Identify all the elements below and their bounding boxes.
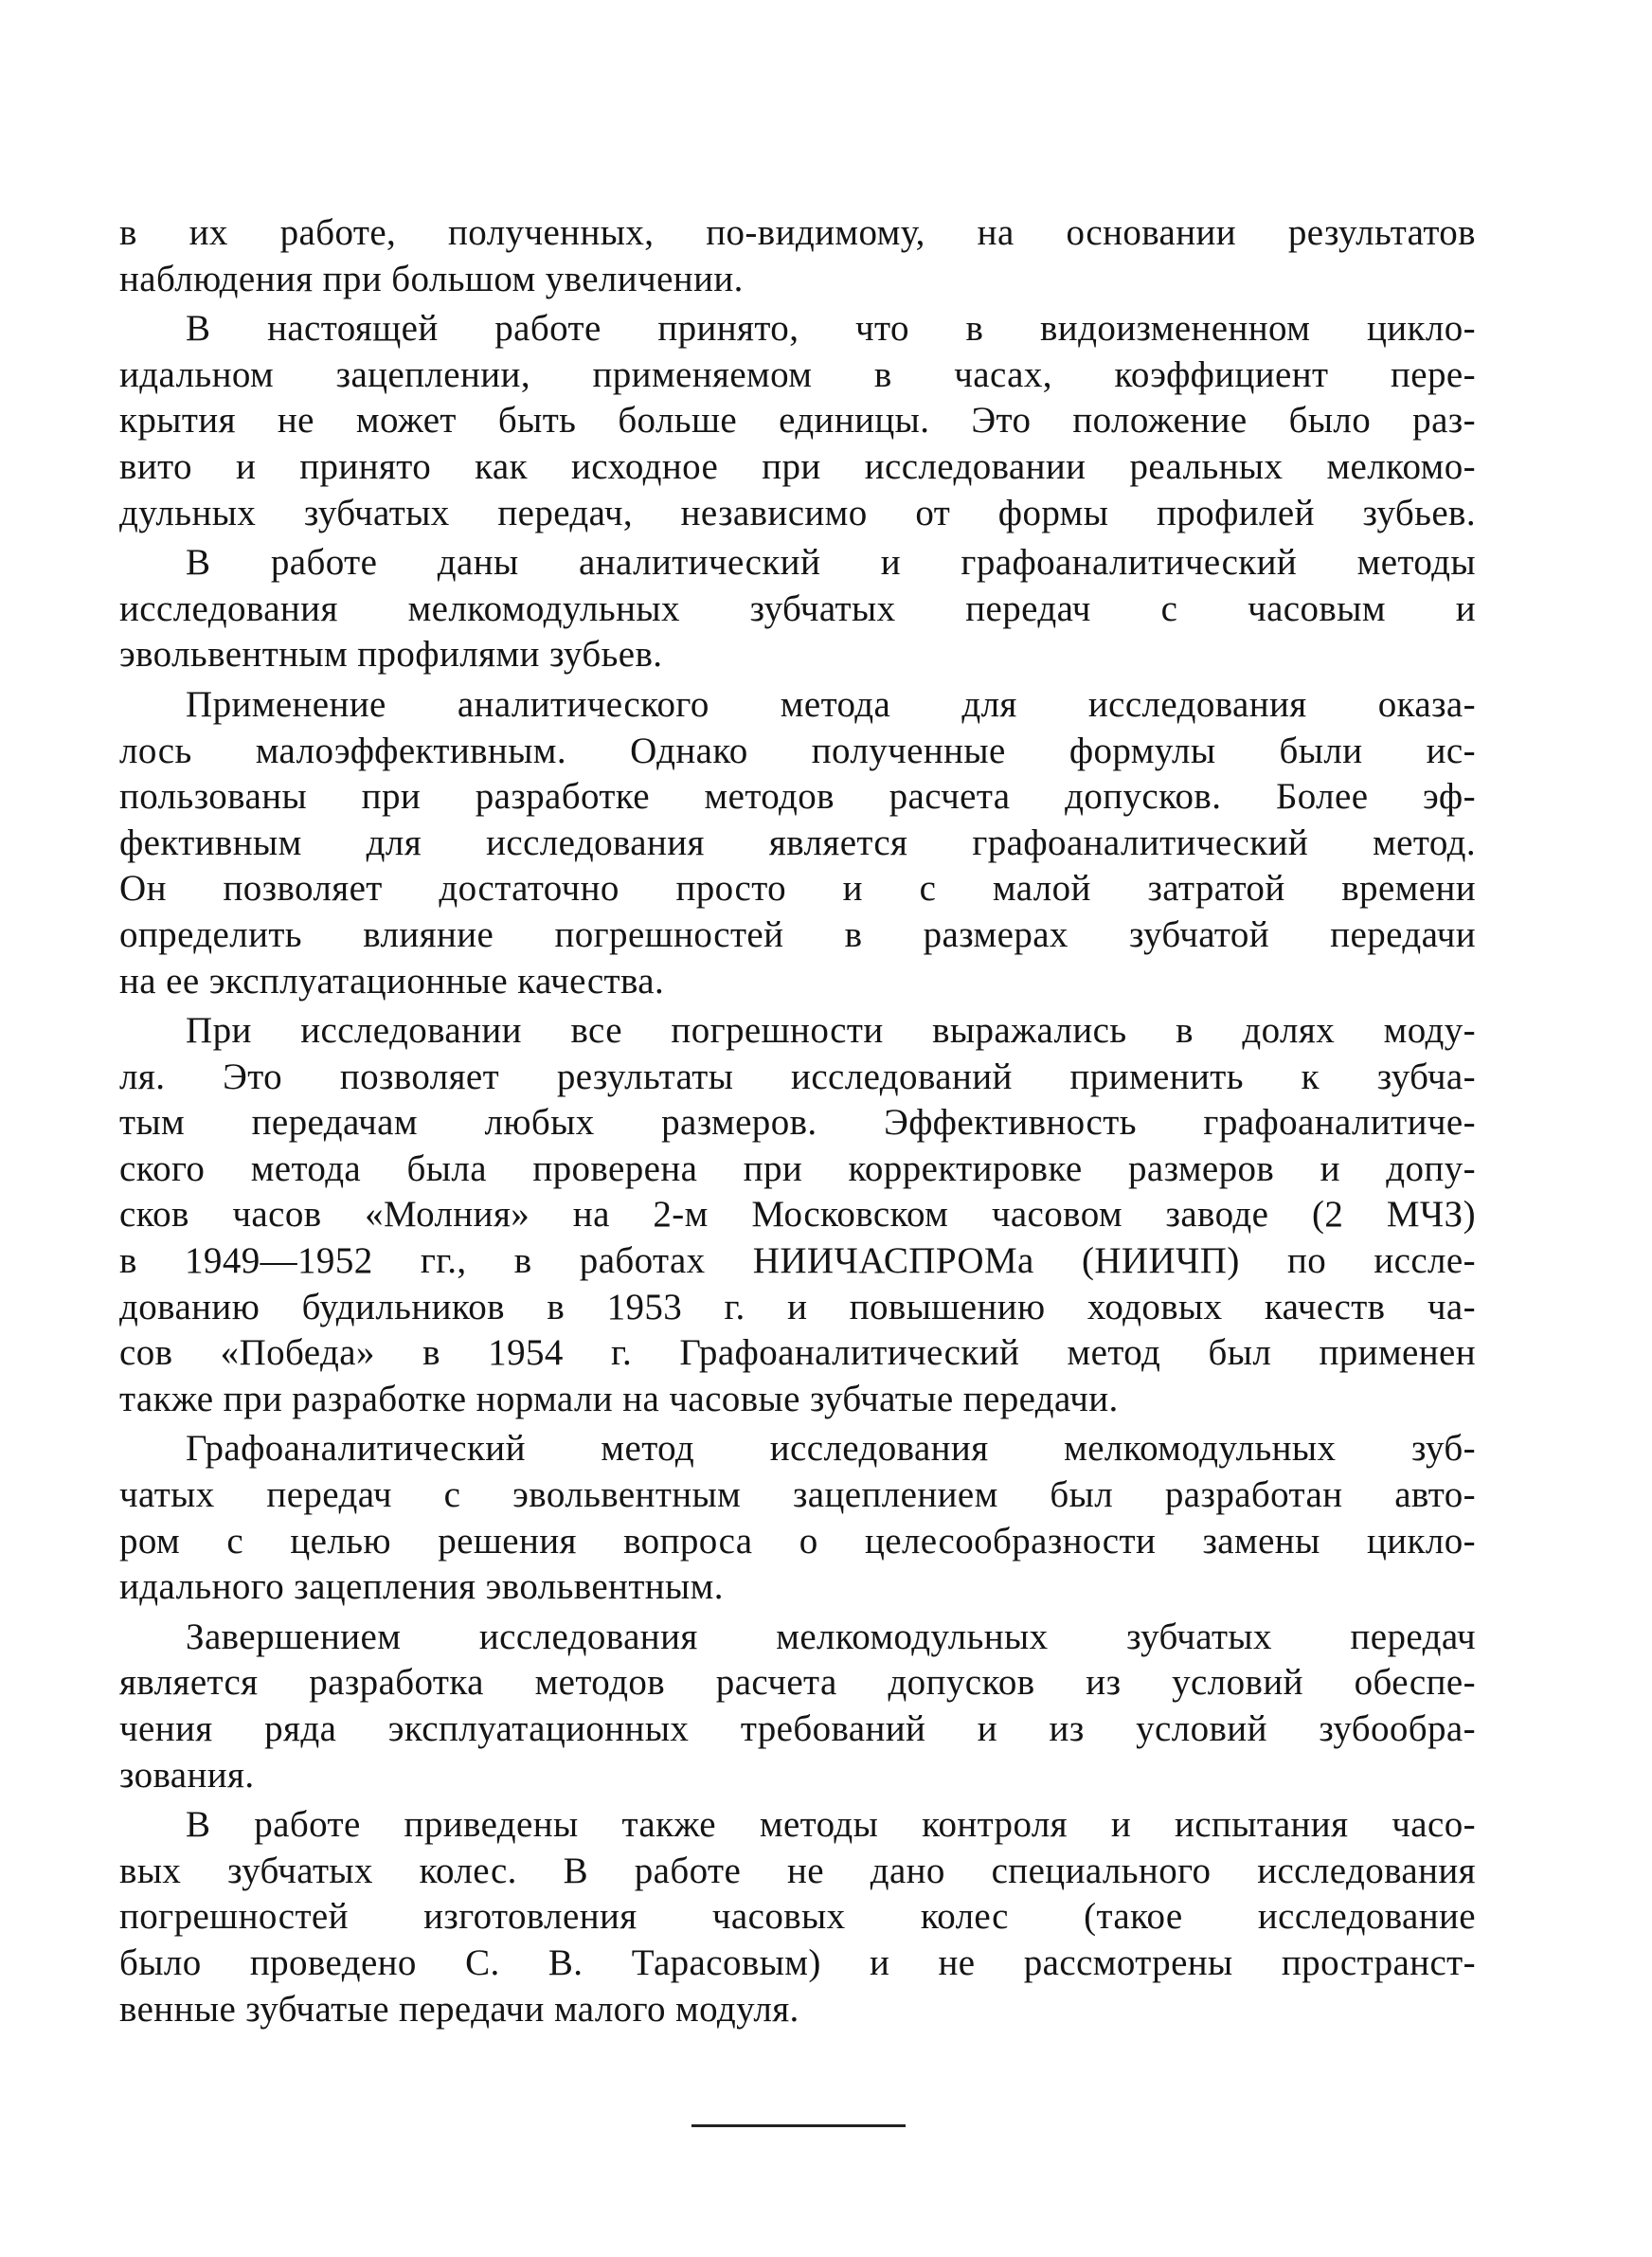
paragraph-5 <box>119 1008 1476 1422</box>
text-line: сов «Победа» в 1954 г. Графоаналитический метод был применен <box>119 1332 1476 1374</box>
text-line: Применение аналитического метода для исследования оказа- <box>186 683 1476 725</box>
paragraph-1 <box>119 210 1476 302</box>
text-line: чатых передач с эвольвентным зацеплением был разработан авто- <box>119 1474 1476 1516</box>
text-line: идальном зацеплении, применяемом в часах, коэффициент пере- <box>119 353 1476 395</box>
text-line: сков часов «Молния» на 2-м Московском часовом заводе (2 МЧЗ) <box>119 1194 1476 1236</box>
text-line: было проведено С. В. Тарасовым) и не рассмотрены пространст- <box>119 1941 1476 1983</box>
text-line: В работе даны аналитический и графоаналитический методы <box>186 542 1476 584</box>
text-line: пользованы при разработке методов расчета допусков. Более эф- <box>119 776 1476 818</box>
text-line: дованию будильников в 1953 г. и повышению ходовых качеств ча- <box>119 1286 1476 1327</box>
paragraph-2 <box>119 306 1476 536</box>
text-line: определить влияние погрешностей в размерах зубчатой передачи <box>119 913 1476 955</box>
paragraph-7 <box>119 1615 1476 1798</box>
text-line: дульных зубчатых передач, независимо от формы профилей зубьев. <box>119 492 1476 533</box>
text-line: Завершением исследования мелкомодульных зубчатых передач <box>186 1616 1476 1657</box>
text-line: эвольвентным профилями зубьев. <box>119 634 663 676</box>
text-line: вито и принято как исходное при исследовании реальных мелкомо- <box>119 445 1476 487</box>
text-line: исследования мелкомодульных зубчатых передач с часовым и <box>119 587 1476 629</box>
text-line: фективным для исследования является графоаналитический метод. <box>119 822 1476 863</box>
text-line: В настоящей работе принято, что в видоизмененном цикло- <box>186 308 1476 350</box>
paragraph-6 <box>119 1426 1476 1610</box>
text-line: Графоаналитический метод исследования мелкомодульных зуб- <box>186 1428 1476 1470</box>
text-line: лось малоэффективным. Однако полученные формулы были ис- <box>119 730 1476 771</box>
paragraph-3 <box>119 540 1476 678</box>
text-line: зования. <box>119 1754 255 1796</box>
text-line: является разработка методов расчета допусков из условий обеспе- <box>119 1662 1476 1704</box>
text-line: в 1949—1952 гг., в работах НИИЧАСПРОМа (НИИЧП) по иссле- <box>119 1240 1476 1282</box>
section-end-rule <box>691 2124 906 2127</box>
text-line: чения ряда эксплуатационных требований и из условий зубообра- <box>119 1708 1476 1749</box>
text-line: наблюдения при большом увеличении. <box>119 258 744 299</box>
body-text <box>119 210 1476 2036</box>
text-line: ского метода была проверена при корректировке размеров и допу- <box>119 1147 1476 1189</box>
text-line: на ее эксплуатационные качества. <box>119 960 665 1002</box>
text-line: венные зубчатые передачи малого модуля. <box>119 1988 799 2030</box>
text-line: вых зубчатых колес. В работе не дано специального исследования <box>119 1850 1476 1891</box>
text-line: ром с целью решения вопроса о целесообразности замены цикло- <box>119 1520 1476 1562</box>
text-line: в их работе, полученных, по-видимому, на основании результатов <box>119 212 1476 253</box>
text-line: погрешностей изготовления часовых колес (такое исследование <box>119 1896 1476 1938</box>
paragraph-8 <box>119 1802 1476 2032</box>
text-line: также при разработке нормали на часовые зубчатые передачи. <box>119 1378 1119 1419</box>
paragraph-4 <box>119 682 1476 1004</box>
text-line: тым передачам любых размеров. Эффективность графоаналитиче- <box>119 1102 1476 1144</box>
text-line: В работе приведены также методы контроля и испытания часо- <box>186 1804 1476 1846</box>
text-line: идального зацепления эвольвентным. <box>119 1566 724 1608</box>
text-line: При исследовании все погрешности выражались в долях моду- <box>186 1010 1476 1052</box>
text-line: Он позволяет достаточно просто и с малой затратой времени <box>119 868 1476 910</box>
text-line: ля. Это позволяет результаты исследований применить к зубча- <box>119 1056 1476 1097</box>
text-line: крытия не может быть больше единицы. Это положение было раз- <box>119 400 1476 442</box>
